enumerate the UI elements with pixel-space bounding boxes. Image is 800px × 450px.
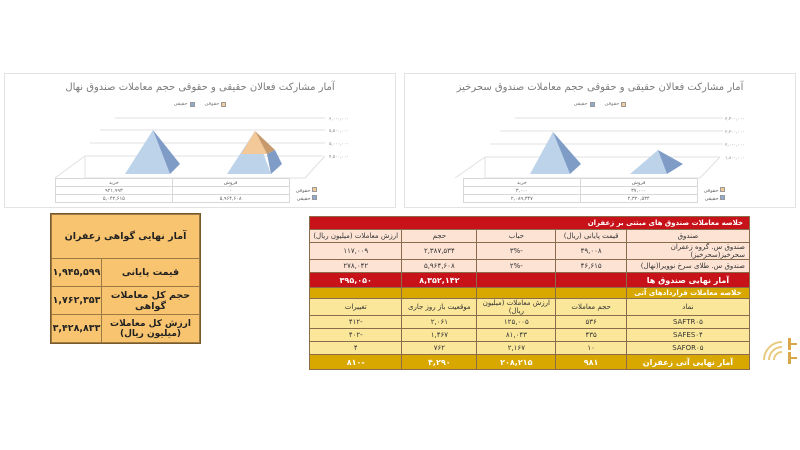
cell: ۲۷۸,۰۴۲ <box>310 260 402 273</box>
cell: ۱۱۷,۰۰۹ <box>310 243 402 260</box>
funds-title: خلاصه معاملات صندوق های مبتنی بر زعفران <box>310 217 750 230</box>
cell: صندوق س. طلای سرخ نوویرا(نهال) <box>626 260 749 273</box>
column-header: قیمت پایانی (ریال) <box>556 230 626 243</box>
cell <box>556 273 626 288</box>
funds-header-row <box>310 230 750 243</box>
cell: ۴۹,۰۰۸ <box>556 243 626 260</box>
stat-value: ۱,۷۶۲,۳۵۳ <box>52 287 102 315</box>
cell: ۴۳۵ <box>556 329 626 342</box>
total-cell: ۹۸۱ <box>556 355 626 370</box>
column-header: تغییرات <box>310 299 402 316</box>
cell <box>310 288 402 299</box>
stat-value: ۱,۹۴۵,۵۹۹ <box>52 259 102 287</box>
y-tick: ۵,۰۰۰,۰۰۰ <box>329 142 349 147</box>
stat-row-total-volume <box>52 287 200 315</box>
funds-summary-table <box>309 216 750 370</box>
total-cell: -۸۱۰ <box>310 355 402 370</box>
y-tick: ۴,۵۰۰,۰۰۰ <box>329 155 349 160</box>
chart-title: آمار مشارکت فعالان حقیقی و حقوقی حجم معاملات صندوق سحرخیز <box>456 82 744 93</box>
funds-total-row <box>310 273 750 288</box>
legend-label: حقیقی <box>173 101 188 107</box>
stat-value: ۳,۴۲۸,۸۳۳ <box>52 315 102 343</box>
cell: ۱۰ <box>556 342 626 355</box>
column-header: صندوق <box>626 230 749 243</box>
y-tick: ۲,۴۰۰,۰۰۰ <box>725 117 745 122</box>
row-label: حقیقی <box>289 195 317 203</box>
cell: ۲,۳۲۰,۵۳۴ <box>580 195 697 203</box>
y-tick: ۶,۰۰۰,۰۰۰ <box>329 117 349 122</box>
cell: ۵,۹۶۴,۶۰۸ <box>402 260 477 273</box>
column-header: فروش <box>580 179 697 187</box>
cell: ۸۱,۰۴۳ <box>477 329 556 342</box>
column-header: خرید <box>464 179 581 187</box>
cell: ۲,۳۸۷,۵۳۴ <box>402 243 477 260</box>
cell: SAFOR۰۵ <box>626 342 749 355</box>
total-label: آمار نهایی صندوق ها <box>626 273 749 288</box>
futures-total-row <box>310 355 750 370</box>
cell: ۳۷,۰۰۰ <box>580 187 697 195</box>
table-row <box>310 316 750 329</box>
cell: ۹۲۱,۹۹۳ <box>56 187 173 195</box>
cell <box>477 288 556 299</box>
cell: ۵,۹۶۴,۶۰۸ <box>172 195 289 203</box>
cell: ۵,۰۴۲,۶۱۵ <box>56 195 173 203</box>
column-header: ارزش معاملات (میلیون ریال) <box>477 299 556 316</box>
futures-header-row <box>310 299 750 316</box>
stat-label: حجم کل معاملات گواهی <box>102 287 200 315</box>
column-header: موقعیت باز روز جاری <box>402 299 477 316</box>
cell <box>477 273 556 288</box>
futures-title-row <box>310 288 750 299</box>
table-row <box>310 342 750 355</box>
legend-label: حقوقی <box>604 101 620 107</box>
certificate-title: آمار نهایی گواهی زعفران <box>52 215 200 259</box>
y-tick: ۲,۰۰۰,۰۰۰ <box>725 143 745 148</box>
column-header: خرید <box>56 179 173 187</box>
legend-label: حقوقی <box>204 101 220 107</box>
total-label: آمار نهایی آتی زعفران <box>626 355 749 370</box>
cell: ۴۶,۶۱۵ <box>556 260 626 273</box>
legend-label: حقیقی <box>573 101 588 107</box>
cell: ۵۳۶ <box>556 316 626 329</box>
total-value: ۳۹۵,۰۵۰ <box>310 273 402 288</box>
cell: ۲,۰۸۹,۳۴۷ <box>464 195 581 203</box>
chart-data-table <box>55 178 317 203</box>
column-header: نماد <box>626 299 749 316</box>
cell: ۱,۴۶۷ <box>402 329 477 342</box>
stat-label: قیمت پایانی <box>102 259 200 287</box>
cell: -۴۰۲ <box>310 329 402 342</box>
cell: -۴۱۲ <box>310 316 402 329</box>
certificate-stats-box <box>50 213 201 344</box>
chart-data-table <box>463 178 725 203</box>
table-row <box>310 329 750 342</box>
cell: ۲,۱۶۷ <box>477 342 556 355</box>
row-label: حقوقی <box>697 187 725 195</box>
chart-saharkhiz <box>404 73 796 208</box>
cell: SAFTR۰۵ <box>626 316 749 329</box>
column-header: فروش <box>172 179 289 187</box>
table-row <box>310 243 750 260</box>
cell <box>402 288 477 299</box>
cell: -۲% <box>477 260 556 273</box>
column-header: ارزش معاملات (میلیون ریال) <box>310 230 402 243</box>
table-row <box>310 260 750 273</box>
cell: ۰ <box>172 187 289 195</box>
cell: ۲,۰۶۱ <box>402 316 477 329</box>
total-volume: ۸,۳۵۲,۱۴۲ <box>402 273 477 288</box>
column-header: حجم <box>402 230 477 243</box>
column-header: حباب <box>477 230 556 243</box>
y-tick: ۲,۲۰۰,۰۰۰ <box>725 130 745 135</box>
stat-row-total-value <box>52 315 200 343</box>
row-label: حقیقی <box>697 195 725 203</box>
chart-title: آمار مشارکت فعالان حقیقی و حقوقی حجم معاملات صندوق نهال <box>65 82 335 93</box>
cell: SAFES۰۴ <box>626 329 749 342</box>
cell: ۷۶۲ <box>402 342 477 355</box>
row-label: حقوقی <box>289 187 317 195</box>
cell: -۳% <box>477 243 556 260</box>
column-header: حجم معاملات <box>556 299 626 316</box>
brand-logo-icon <box>760 330 800 370</box>
total-cell: ۴,۲۹۰ <box>402 355 477 370</box>
stat-row-final-price <box>52 259 200 287</box>
futures-title: خلاصه معاملات قراردادهای آتی <box>626 288 749 299</box>
cell: ۳,۰۰۰ <box>464 187 581 195</box>
cell <box>556 288 626 299</box>
cell: صندوق س. گروه زعفران سحرخیز(سحرخیز) <box>626 243 749 260</box>
y-tick: ۱,۸۰۰,۰۰۰ <box>725 156 745 161</box>
total-cell: ۲۰۸,۲۱۵ <box>477 355 556 370</box>
y-tick: ۵,۵۰۰,۰۰۰ <box>329 129 349 134</box>
cell: ۴ <box>310 342 402 355</box>
stat-label: ارزش کل معاملات (میلیون ریال) <box>102 315 200 343</box>
cell: ۱۲۵,۰۰۵ <box>477 316 556 329</box>
chart-nahal <box>4 73 396 208</box>
